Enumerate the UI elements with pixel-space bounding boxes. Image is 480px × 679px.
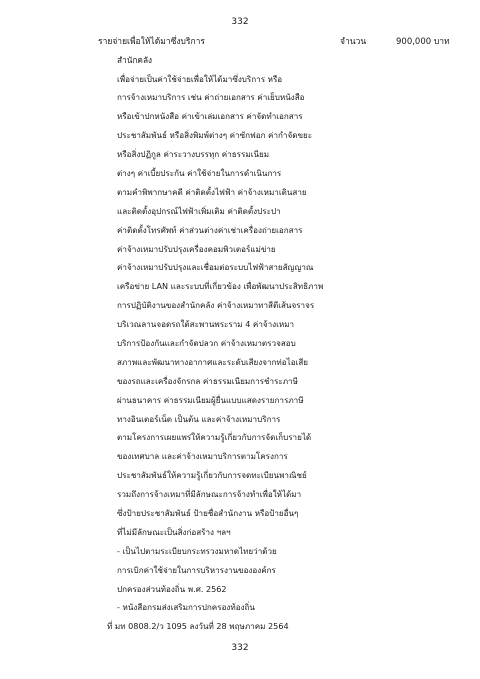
body-line: ของเทศบาล และค่าจ้างเหมาบริการตามโครงการ (117, 451, 288, 462)
body-line: และติดตั้งอุปกรณ์ไฟฟ้าเพิ่มเติม ค่าติดตั้งประปา (117, 205, 281, 216)
body-line: ที่ไม่มีลักษณะเป็นสิ่งก่อสร้าง ฯลฯ (117, 526, 231, 537)
body-line: หรือเข้าปกหนังสือ ค่าเข้าเล่มเอกสาร ค่าจัดทำเอกสาร (117, 111, 303, 122)
body-line: ค่าจ้างเหมาปรับปรุงเครื่องคอมพิวเตอร์แม่ข่าย (117, 243, 276, 254)
body-line: ค่าจ้างเหมาปรับปรุงและเชื่อมต่อระบบไฟฟ้าสายสัญญาณ (117, 262, 314, 273)
body-line: ตามโครงการเผยแพร่ให้ความรู้เกี่ยวกับการจัดเก็บรายได้ (117, 432, 312, 443)
body-line: สภาพและพัฒนาทางอากาศและระดับเสียงจากท่อไอเสีย (117, 356, 309, 367)
body-line: ประชาสัมพันธ์ หรือสิ่งพิมพ์ต่างๆ ค่าซักฟอก ค่ากำจัดขยะ (117, 130, 313, 141)
body-line: - หนังสือกรมส่งเสริมการปกครองท้องถิ่น (117, 602, 255, 613)
body-line: ต่างๆ ค่าเบี้ยประกัน ค่าใช้จ่ายในการดำเนินการ (117, 167, 282, 178)
expense-amount: 900,000 บาท (396, 37, 450, 47)
body-line: การจ้างเหมาบริการ เช่น ค่าถ่ายเอกสาร ค่าเย็บหนังสือ (117, 92, 305, 103)
body-line: ของรถและเครื่องจักรกล ค่าธรรมเนียมการชำระภาษี (117, 375, 298, 386)
department-name: สำนักคลัง (117, 55, 153, 65)
body-line: การเบิกค่าใช้จ่ายในการบริหารงานขององค์กร (117, 564, 276, 575)
body-line: บริเวณลานจอดรถใต้สะพานพระราม 4 ค่าจ้างเหมา (117, 319, 295, 330)
body-line: ผ่านธนาคาร ค่าธรรมเนียมผู้ยื่นแบบแสดงรายการภาษี (117, 394, 304, 405)
body-line: - เป็นไปตามระเบียบกระทรวงมหาดไทยว่าด้วย (117, 545, 277, 556)
body-line: ค่าติดตั้งโทรศัพท์ ค่าส่วนต่างค่าเช่าเครื่องถ่ายเอกสาร (117, 224, 303, 235)
page-number-bottom: 332 (231, 643, 249, 653)
body-line: ตามคำพิพากษาคดี ค่าติดตั้งไฟฟ้า ค่าจ้างเหมาเดินสาย (117, 186, 307, 197)
body-line: ซึ่งป้ายประชาสัมพันธ์ ป้ายชื่อสำนักงาน หรือป้ายอื่นๆ (117, 507, 299, 518)
expense-header-row (98, 36, 450, 48)
body-line: บริการป้องกันและกำจัดปลวก ค่าจ้างเหมาตรวจสอบ (117, 337, 296, 348)
body-line: ประชาสัมพันธ์ให้ความรู้เกี่ยวกับการจดทะเบียนพาณิชย์ (117, 470, 307, 481)
body-line: ที่ มท 0808.2/ว 1095 ลงวันที่ 28 พฤษภาคม 2564 (107, 621, 289, 632)
body-line: รวมถึงการจ้างเหมาที่มีลักษณะการจ้างทำเพื่อให้ได้มา (117, 489, 302, 500)
expense-title: รายจ่ายเพื่อให้ได้มาซึ่งบริการ (98, 37, 205, 47)
description-body (107, 70, 324, 637)
body-line: หรือสิ่งปฏิกูล ค่าระวางบรรทุก ค่าธรรมเนียม (117, 149, 270, 160)
body-line: ปกครองส่วนท้องถิ่น พ.ศ. 2562 (117, 583, 227, 594)
quantity-label: จำนวน (340, 37, 367, 47)
body-line: การปฏิบัติงานของสำนักคลัง ค่าจ้างเหมาทาสีตีเส้นจราจร (117, 300, 315, 311)
body-line: ทางอินเตอร์เน็ต เป็นต้น และค่าจ้างเหมาบริการ (117, 413, 281, 424)
body-line: เพื่อจ่ายเป็นค่าใช้จ่ายเพื่อให้ได้มาซึ่งบริการ หรือ (117, 73, 283, 84)
body-line: เครือข่าย LAN และระบบที่เกี่ยวข้อง เพื่อพัฒนาประสิทธิภาพ (117, 281, 324, 292)
page-number-top: 332 (231, 17, 249, 27)
